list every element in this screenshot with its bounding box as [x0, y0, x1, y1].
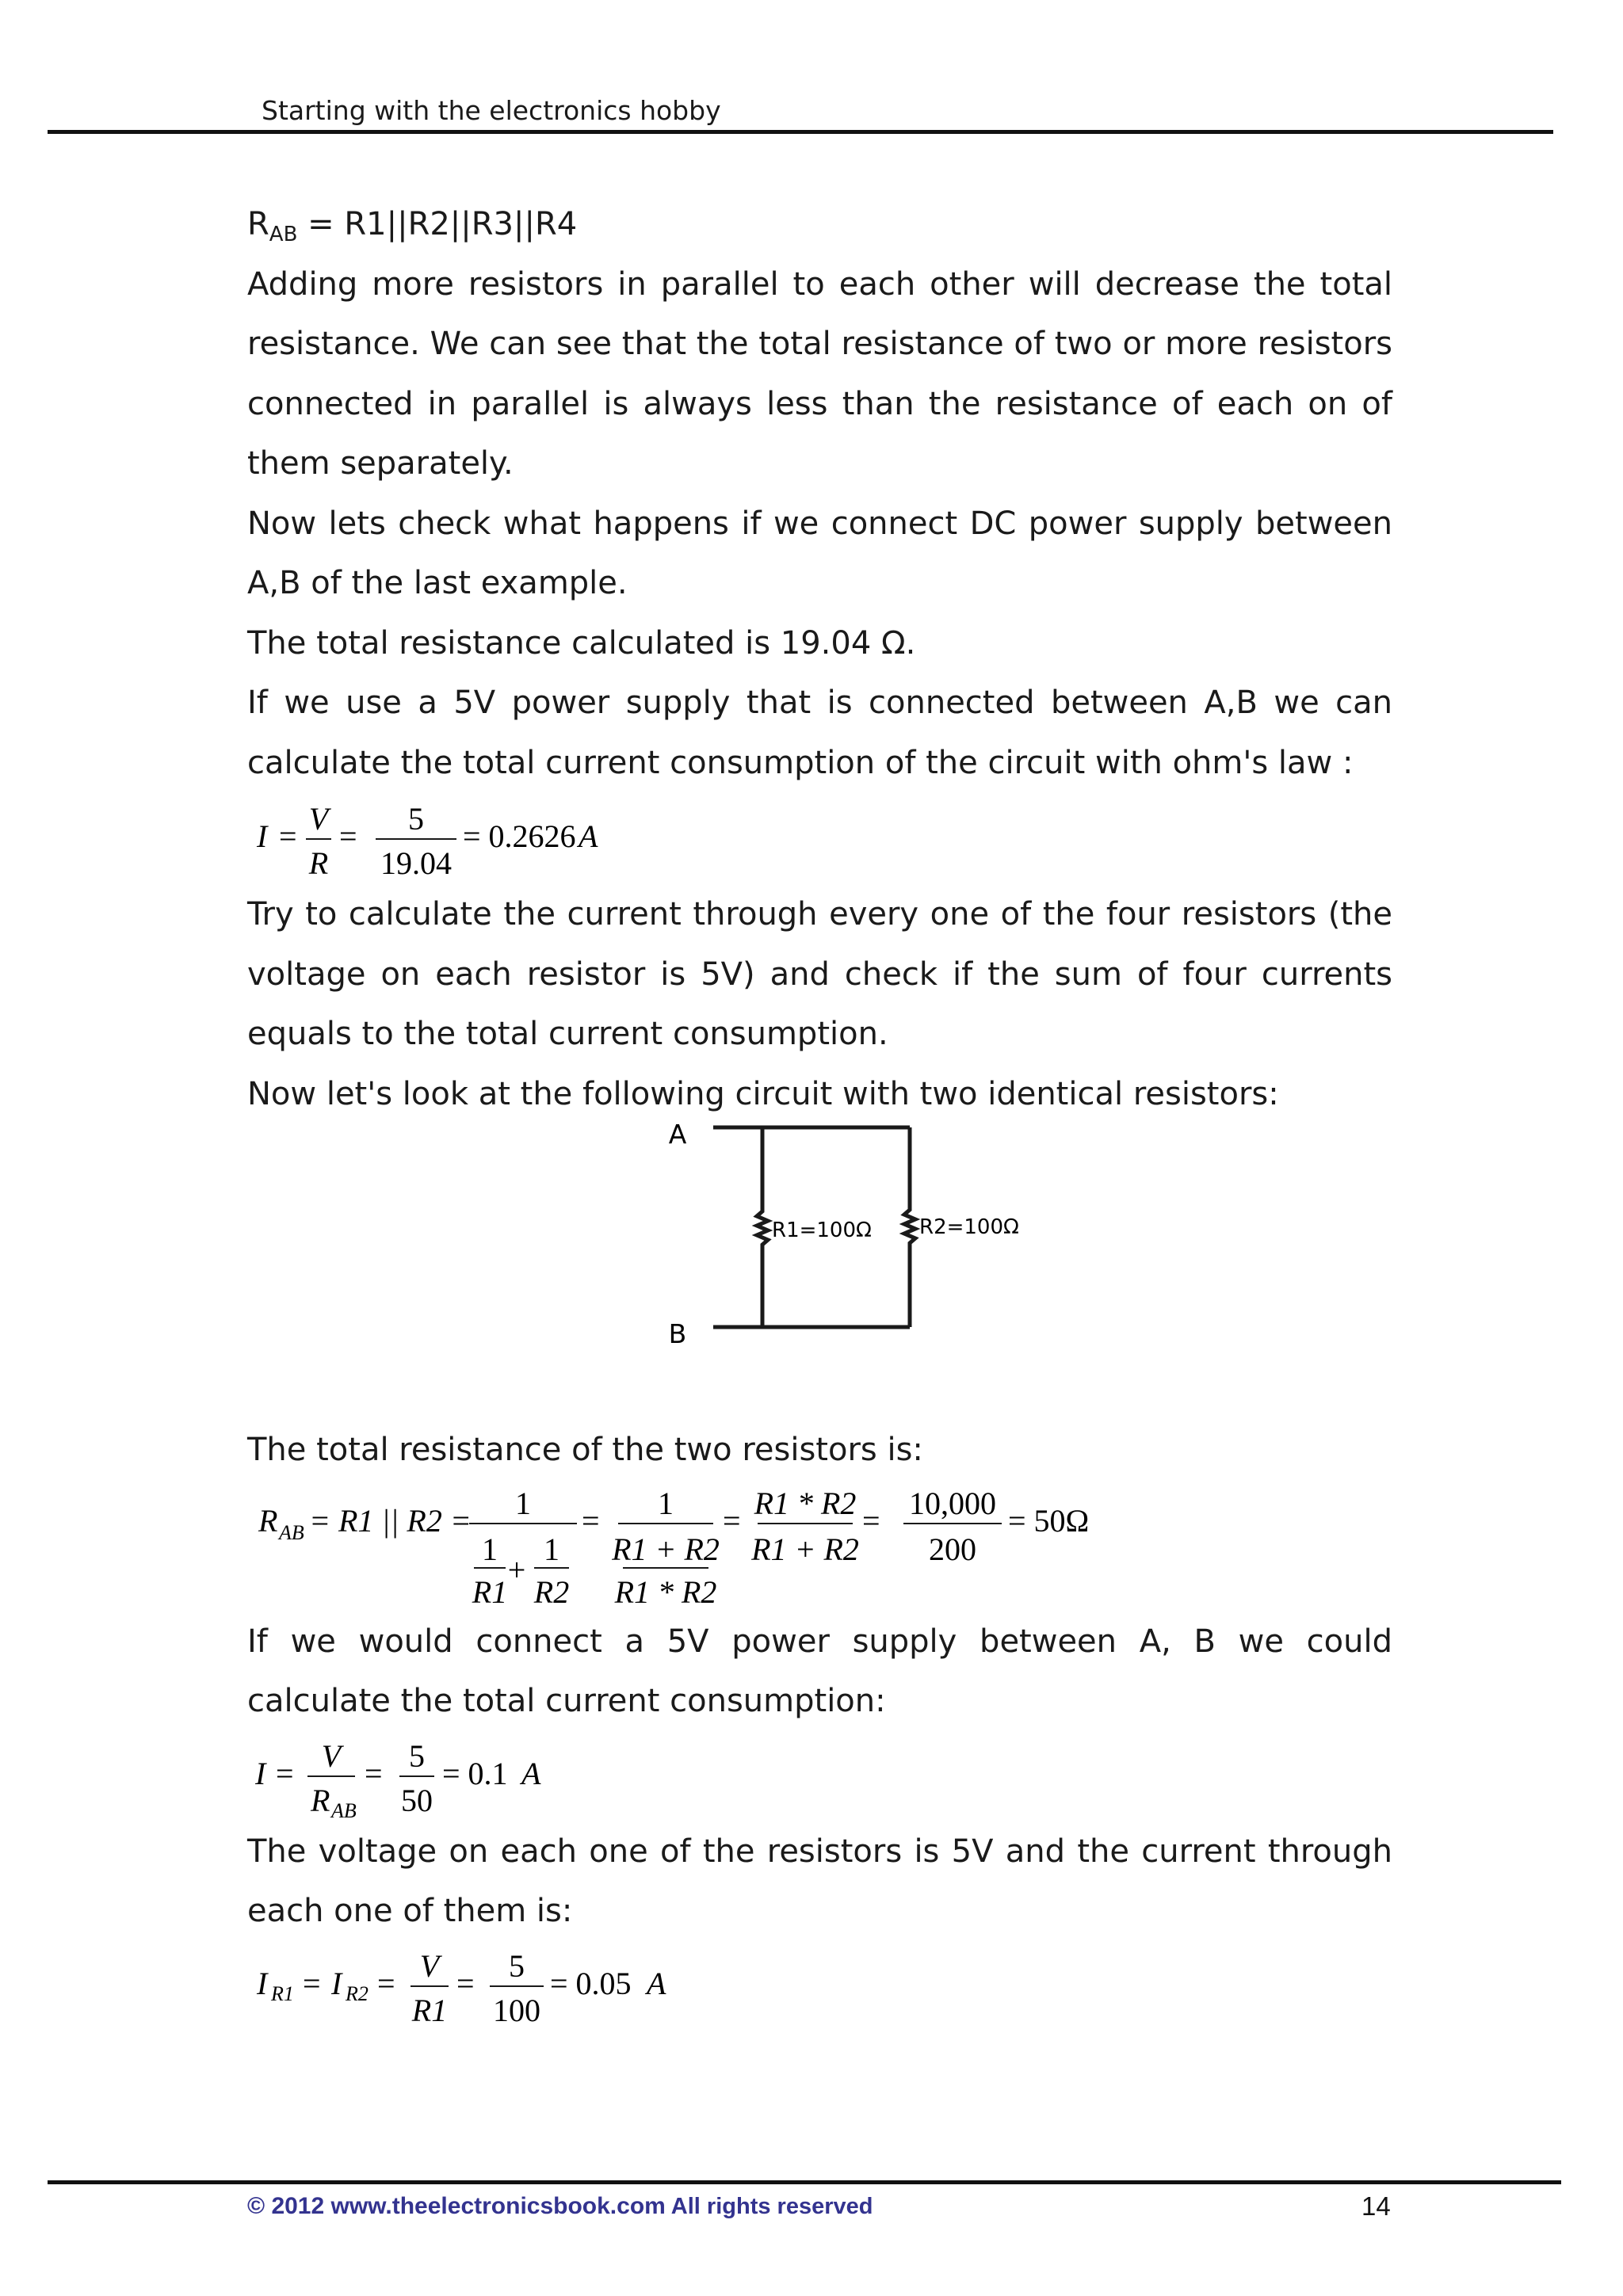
eq3-den1: R [311, 1782, 330, 1818]
rab-symbol: R [247, 206, 269, 242]
rab-expression: = R1||R2||R3||R4 [297, 206, 578, 242]
resistor-r1 [757, 1127, 768, 1327]
eq2-f1-num: 1 [515, 1485, 531, 1521]
eq2-f1-b-num: 1 [544, 1531, 559, 1567]
eq4-equals-1: = [303, 1965, 321, 2001]
eq2-equals-3: = [862, 1502, 880, 1539]
page-number: 14 [1361, 2191, 1391, 2221]
eq2-equals-2: = [723, 1502, 741, 1539]
eq2-equals-1: = [582, 1502, 600, 1539]
rab-subscript: AB [269, 223, 298, 246]
eq2-f2-den-den: R1 * R2 [614, 1573, 717, 1609]
r1-label: R1=100Ω [772, 1219, 872, 1242]
paragraph-dc-supply: Now lets check what happens if we connect DC power supply between A,B of the last example. [247, 505, 1392, 601]
circuit-diagram [247, 1124, 1392, 1362]
eq3-equals-1: = [276, 1755, 294, 1791]
paragraph-two-resistors-total: The total resistance of the two resistors is: [247, 1432, 923, 1468]
eq2-f1-plus: + [507, 1551, 526, 1588]
eq4-equals-3: = [456, 1965, 475, 2001]
eq2-f1-b-den: R2 [533, 1573, 570, 1609]
eq1-equals-2: = [339, 818, 357, 854]
footer-rule [48, 2180, 1561, 2184]
eq2-f1-a-num: 1 [482, 1531, 498, 1567]
eq4-i1: I [257, 1965, 268, 2001]
r2-label: R2=100Ω [919, 1215, 1019, 1239]
eq4-unit: A [647, 1965, 666, 2001]
page-content [247, 195, 1392, 2032]
eq4-i1-sub: R1 [271, 1981, 294, 2005]
eq4-equals-2: = [377, 1965, 395, 2001]
eq3-den1-sub: AB [331, 1798, 357, 1819]
paragraph-5v-two-resistors: If we would connect a 5V power supply between A, B we could calculate the total current consumption: [247, 1623, 1392, 1719]
eq2-f3-num: R1 * R2 [754, 1485, 857, 1521]
eq4-result: = 0.05 [550, 1965, 632, 2001]
eq3-equals-2: = [365, 1755, 383, 1791]
eq4-num1: V [419, 1947, 440, 1984]
eq4-den2: 100 [493, 1992, 540, 2028]
equation-total-current [255, 1732, 588, 1819]
paragraph-parallel-decrease: Adding more resistors in parallel to each other will decrease the total resistance. We can see that the total resistance of two or more resistors connected in parallel is always less than the resistance of each on of them separately. [247, 265, 1392, 482]
eq1-equals-1: = [279, 818, 297, 854]
eq2-f4-den: 200 [929, 1531, 976, 1567]
paragraph-5v-supply: If we use a 5V power supply that is connected between A,B we can calculate the total current consumption of the circuit with ohm's law : [247, 685, 1392, 781]
footer-rights: All rights reserved [665, 2194, 873, 2219]
eq2-f4-num: 10,000 [909, 1485, 996, 1521]
eq3-num2: 5 [409, 1737, 425, 1774]
eq2-f2-num: 1 [658, 1485, 674, 1521]
eq2-f3-den: R1 + R2 [751, 1531, 859, 1567]
equation-parallel-resistance [255, 1481, 1206, 1609]
eq4-den1: R1 [411, 1992, 448, 2028]
eq4-i2: I [331, 1965, 342, 2001]
footer-copyright [247, 2193, 873, 2220]
eq1-num1: V [308, 801, 329, 837]
footer-site: © 2012 www.theelectronicsbook.com [247, 2193, 666, 2219]
eq3-num1: V [321, 1737, 342, 1774]
eq3-result: = 0.1 [442, 1755, 508, 1791]
running-header: Starting with the electronics hobby [262, 95, 721, 126]
eq1-unit: A [579, 818, 598, 854]
node-b-label: B [668, 1318, 687, 1349]
eq4-num2: 5 [509, 1947, 525, 1984]
paragraph-following-circuit: Now let's look at the following circuit with two identical resistors: [247, 1075, 1279, 1112]
paragraph-total-resistance: The total resistance calculated is 19.04 Ω. [247, 624, 916, 662]
equation-branch-current [255, 1942, 699, 2029]
eq3-den2: 50 [401, 1782, 433, 1818]
equation-ohms-law-total [255, 795, 651, 882]
eq1-lhs: I [257, 818, 268, 854]
paragraph-try-calculate: Try to calculate the current through every one of the four resistors (the voltage on each resistor is 5V) and check if the sum of four currents equals to the total current consumption. [247, 896, 1392, 1052]
paragraph-voltage-each: The voltage on each one of the resistors is 5V and the current through each one of them is: [247, 1833, 1392, 1929]
eq4-i2-sub: R2 [346, 1981, 369, 2005]
header-rule [48, 130, 1553, 134]
eq1-num2: 5 [408, 801, 424, 837]
node-a-label: A [668, 1124, 687, 1150]
eq3-unit: A [521, 1755, 541, 1791]
eq3-lhs: I [255, 1755, 266, 1791]
eq1-den2: 19.04 [380, 845, 452, 881]
rab-formula [247, 195, 1392, 255]
eq2-lhs: R [258, 1502, 278, 1539]
eq2-lhs-sub: AB [279, 1520, 304, 1544]
eq2-result: = 50Ω [1008, 1502, 1090, 1539]
eq2-f1-a-den: R1 [472, 1573, 508, 1609]
eq2-expr: = R1 || R2 = [309, 1502, 472, 1539]
eq1-den1: R [308, 845, 329, 881]
resistor-r2 [904, 1127, 915, 1327]
eq2-f2-den-num: R1 + R2 [612, 1531, 720, 1567]
eq1-result: = 0.2626 [463, 818, 576, 854]
